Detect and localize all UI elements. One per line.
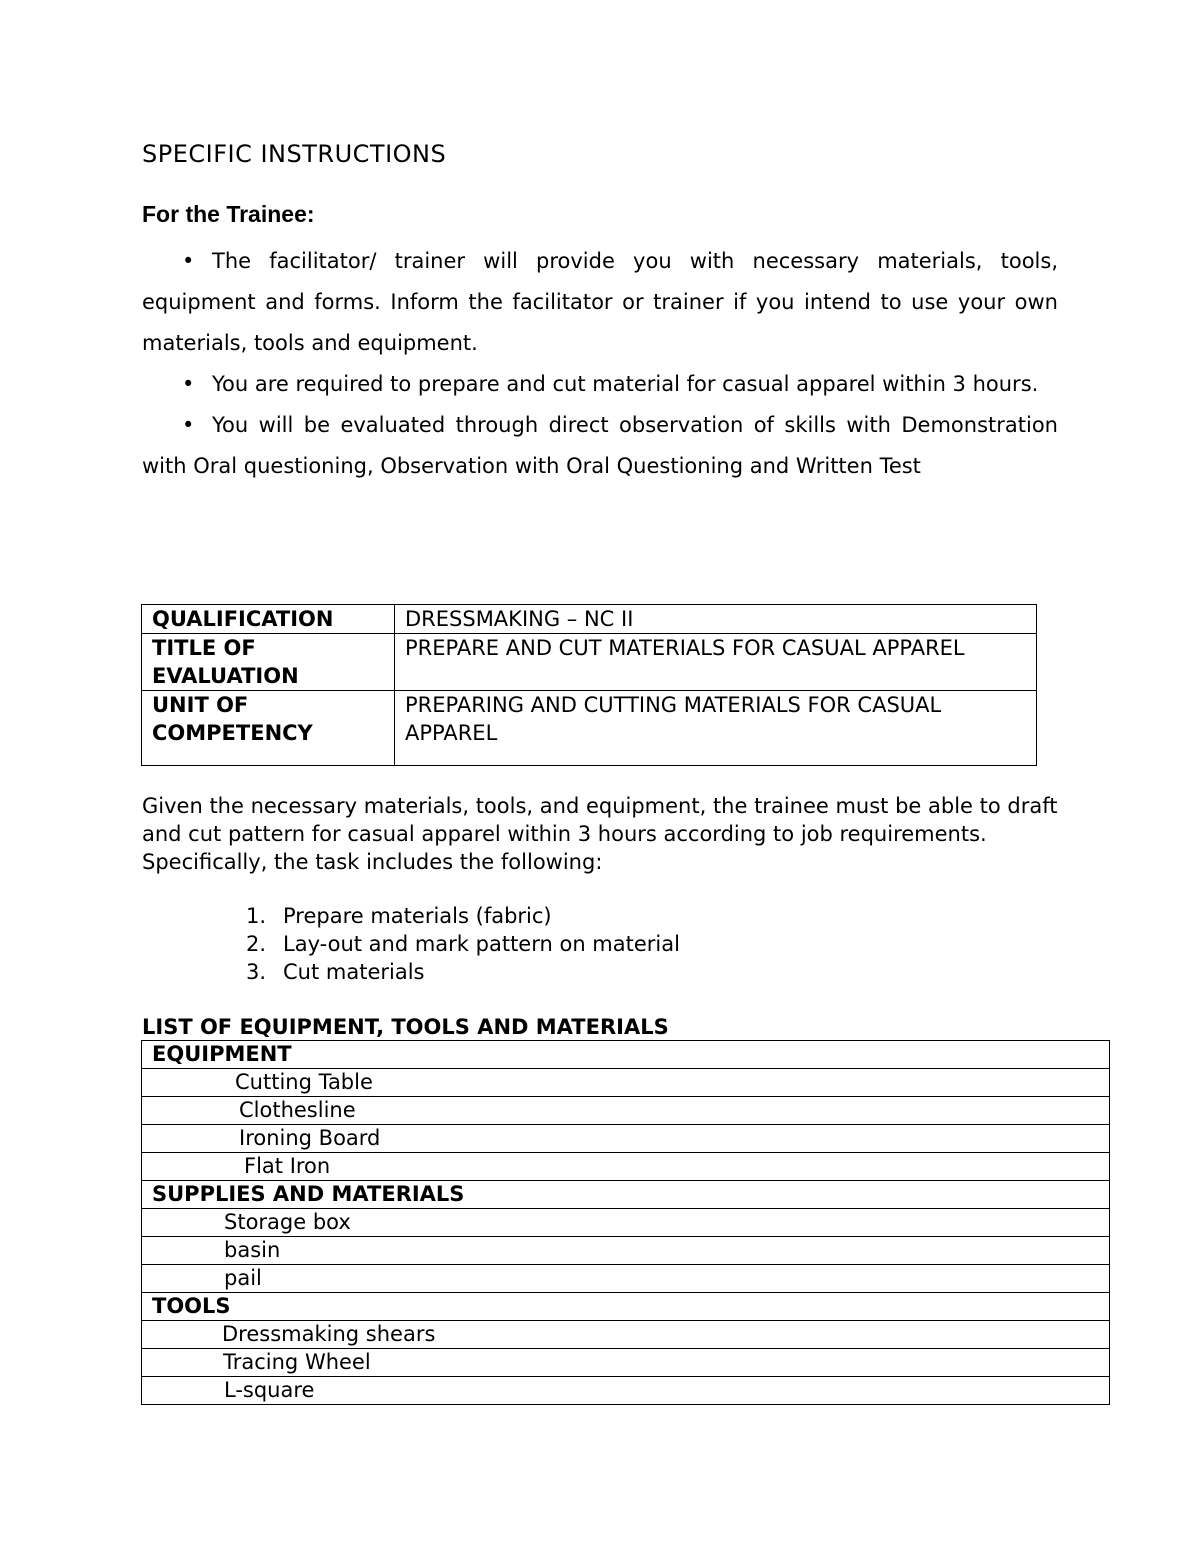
category-tools: TOOLS — [142, 1293, 1110, 1321]
table-row — [142, 1377, 1110, 1405]
supply-item: Storage box — [142, 1209, 1110, 1237]
table-row — [142, 1349, 1110, 1377]
page-title: SPECIFIC INSTRUCTIONS — [142, 140, 447, 168]
task-list — [230, 902, 680, 986]
item-number: 1. — [246, 904, 267, 928]
bullet-item — [142, 405, 1058, 487]
row-value: PREPARING AND CUTTING MATERIALS FOR CASUAL APPAREL — [395, 691, 1037, 766]
table-row — [142, 1209, 1110, 1237]
table-row — [142, 605, 1037, 634]
bullet-text: The facilitator/ trainer will provide you with necessary materials, tools, equipment and forms. Inform the facilitator or trainer if you intend to use your own materials, tools and equipment. — [142, 249, 1058, 355]
table-row — [142, 691, 1037, 766]
row-value: PREPARE AND CUT MATERIALS FOR CASUAL APPAREL — [395, 634, 1037, 691]
bullet-item — [142, 364, 1058, 405]
bullet-text: You are required to prepare and cut material for casual apparel within 3 hours. — [212, 372, 1039, 396]
item-number: 2. — [246, 932, 267, 956]
equipment-item: Clothesline — [142, 1097, 1110, 1125]
trainee-subheading: For the Trainee: — [142, 201, 315, 227]
bullet-icon: • — [182, 413, 195, 437]
category-row — [142, 1293, 1110, 1321]
equipment-table — [141, 1040, 1110, 1405]
supply-item: pail — [142, 1265, 1110, 1293]
list-item — [230, 958, 680, 986]
item-number: 3. — [246, 960, 267, 984]
table-row — [142, 1125, 1110, 1153]
category-supplies: SUPPLIES AND MATERIALS — [142, 1181, 1110, 1209]
item-text: Cut materials — [283, 960, 425, 984]
task-description: Given the necessary materials, tools, and equipment, the trainee must be able to draft and cut pattern for casual apparel within 3 hours according to job requirements. Specifically, the task includes the following: — [142, 794, 1058, 874]
equipment-item: Ironing Board — [142, 1125, 1110, 1153]
tool-item: L-square — [142, 1377, 1110, 1405]
item-text: Lay-out and mark pattern on material — [283, 932, 680, 956]
table-row — [142, 1153, 1110, 1181]
table-row — [142, 1321, 1110, 1349]
category-row — [142, 1181, 1110, 1209]
equipment-item: Flat Iron — [142, 1153, 1110, 1181]
category-row — [142, 1041, 1110, 1069]
equipment-list-title: LIST OF EQUIPMENT, TOOLS AND MATERIALS — [142, 1015, 669, 1039]
table-row — [142, 1237, 1110, 1265]
list-item — [230, 930, 680, 958]
row-key: TITLE OF EVALUATION — [142, 634, 395, 691]
bullet-item — [142, 241, 1058, 364]
supply-item: basin — [142, 1237, 1110, 1265]
bullet-text: You will be evaluated through direct observation of skills with Demonstration with Oral questioning, Observation with Oral Questioning and Written Test — [142, 413, 1058, 478]
qualification-table — [141, 604, 1037, 766]
equipment-item: Cutting Table — [142, 1069, 1110, 1097]
row-value: DRESSMAKING – NC II — [395, 605, 1037, 634]
table-row — [142, 1069, 1110, 1097]
tool-item: Dressmaking shears — [142, 1321, 1110, 1349]
bullet-icon: • — [182, 372, 195, 396]
item-text: Prepare materials (fabric) — [283, 904, 552, 928]
bullet-icon: • — [182, 249, 195, 273]
instruction-bullets — [142, 241, 1058, 487]
tool-item: Tracing Wheel — [142, 1349, 1110, 1377]
category-equipment: EQUIPMENT — [142, 1041, 1110, 1069]
table-row — [142, 1097, 1110, 1125]
row-key: QUALIFICATION — [142, 605, 395, 634]
table-row — [142, 634, 1037, 691]
row-key: UNIT OF COMPETENCY — [142, 691, 395, 766]
table-row — [142, 1265, 1110, 1293]
list-item — [230, 902, 680, 930]
